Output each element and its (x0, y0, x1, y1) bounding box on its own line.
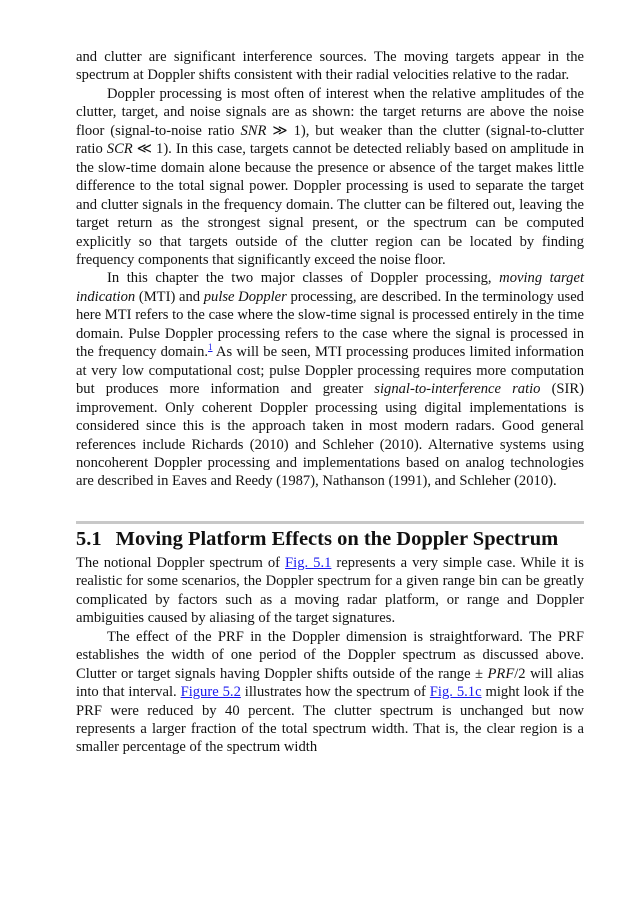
section-title: Moving Platform Effects on the Doppler Spectrum (115, 527, 559, 550)
para2-text-3: ≪ 1). In this case, targets cannot be detected reliably based on amplitude in the slow-time domain alone because the presence or absence of the target makes little difference to the total signal power. Doppler processing is used to separate the target and clutter signals in the frequency domain. The clutter can be filtered out, leaving the target return as the strongest signal present, or the spectrum can be computed explicitly so that targets outside of the clutter region can be located by finding frequency components that significantly exceed the noise floor. (76, 141, 584, 268)
mti-term: moving target indication (76, 270, 584, 305)
snr-symbol: SNR (240, 122, 267, 139)
prf-symbol: PRF (487, 665, 515, 682)
paragraph-chapter-overview (76, 269, 584, 490)
scr-symbol: SCR (106, 141, 133, 158)
para4-text-1: The notional Doppler spectrum of (76, 554, 286, 571)
section-divider (76, 521, 584, 524)
para3-text-1: In this chapter the two major classes of Doppler processing, (107, 270, 500, 287)
para3-text-3: processing, are described. In the terminology used here MTI refers to the case where the slow-time signal is processed entirely in the time domain. Pulse Doppler processing refers to the case where the signal is processed in the frequency domain. (76, 288, 584, 361)
sir-term: signal-to-interference ratio (374, 381, 541, 398)
para5-text-2: /2 will alias into that interval. (76, 665, 584, 701)
para5-text-1: The effect of the PRF in the Doppler dimension is straightforward. The PRF establishes the width of one period of the Doppler spectrum as discussed above. Clutter or target signals having Doppler shifts outside of the range ± (76, 628, 584, 682)
footnote-link[interactable]: 1 (208, 342, 213, 353)
paragraph-doppler-interest (76, 85, 584, 270)
para4-text-2: represents a very simple case. While it is realistic for some scenarios, the Doppler spectrum for a given range bin can be greatly complicated by factors such as a moving radar platform, or range and Doppler ambiguities caused by aliasing of the target signatures. (76, 554, 584, 627)
section-heading (76, 526, 584, 552)
continuation-text: and clutter are significant interference sources. The moving targets appear in the spectrum at Doppler shifts consistent with their radial velocities relative to the radar. (76, 49, 584, 84)
para3-text-5: (SIR) improvement. Only coherent Doppler processing using digital implementations is considered since this is the approach taken in most modern radars. Good general references include Richards (2010) and Schleher (2010). Alternative systems using noncoherent Doppler processing and implementations based on analog technologies are described in Eaves and Reedy (1987), Nathanson (1991), and Schleher (2010). (76, 381, 584, 490)
paragraph-continuation (76, 48, 584, 85)
paragraph-notional-spectrum (76, 554, 584, 628)
para2-text-1: Doppler processing is most often of interest when the relative amplitudes of the clutter, target, and noise signals are as shown: the target returns are above the noise floor (signal-to-noise ratio (76, 85, 584, 139)
figure-5-2-link[interactable]: Figure 5.2 (180, 684, 241, 701)
page (76, 48, 584, 757)
pulse-doppler-term: pulse Doppler (203, 288, 287, 305)
paragraph-prf-effect (76, 628, 584, 757)
para2-text-2: ≫ 1), but weaker than the clutter (signal-to-clutter ratio (76, 122, 584, 158)
fig-5-1c-link[interactable]: Fig. 5.1c (429, 684, 482, 701)
section-number: 5.1 (76, 527, 102, 550)
para5-text-3: illustrates how the spectrum of (240, 684, 430, 701)
fig-5-1-link[interactable]: Fig. 5.1 (285, 554, 332, 571)
para3-text-4: As will be seen, MTI processing produces limited information at very low computational cost; pulse Doppler processing requires more computation but produces more information and greater (76, 344, 584, 398)
para5-text-4: might look if the PRF were reduced by 40 percent. The clutter spectrum is unchanged but now represents a larger fraction of the total spectrum width. That is, the clear region is a smaller percentage of the spectrum width (76, 684, 585, 756)
para3-text-2: (MTI) and (135, 288, 204, 305)
